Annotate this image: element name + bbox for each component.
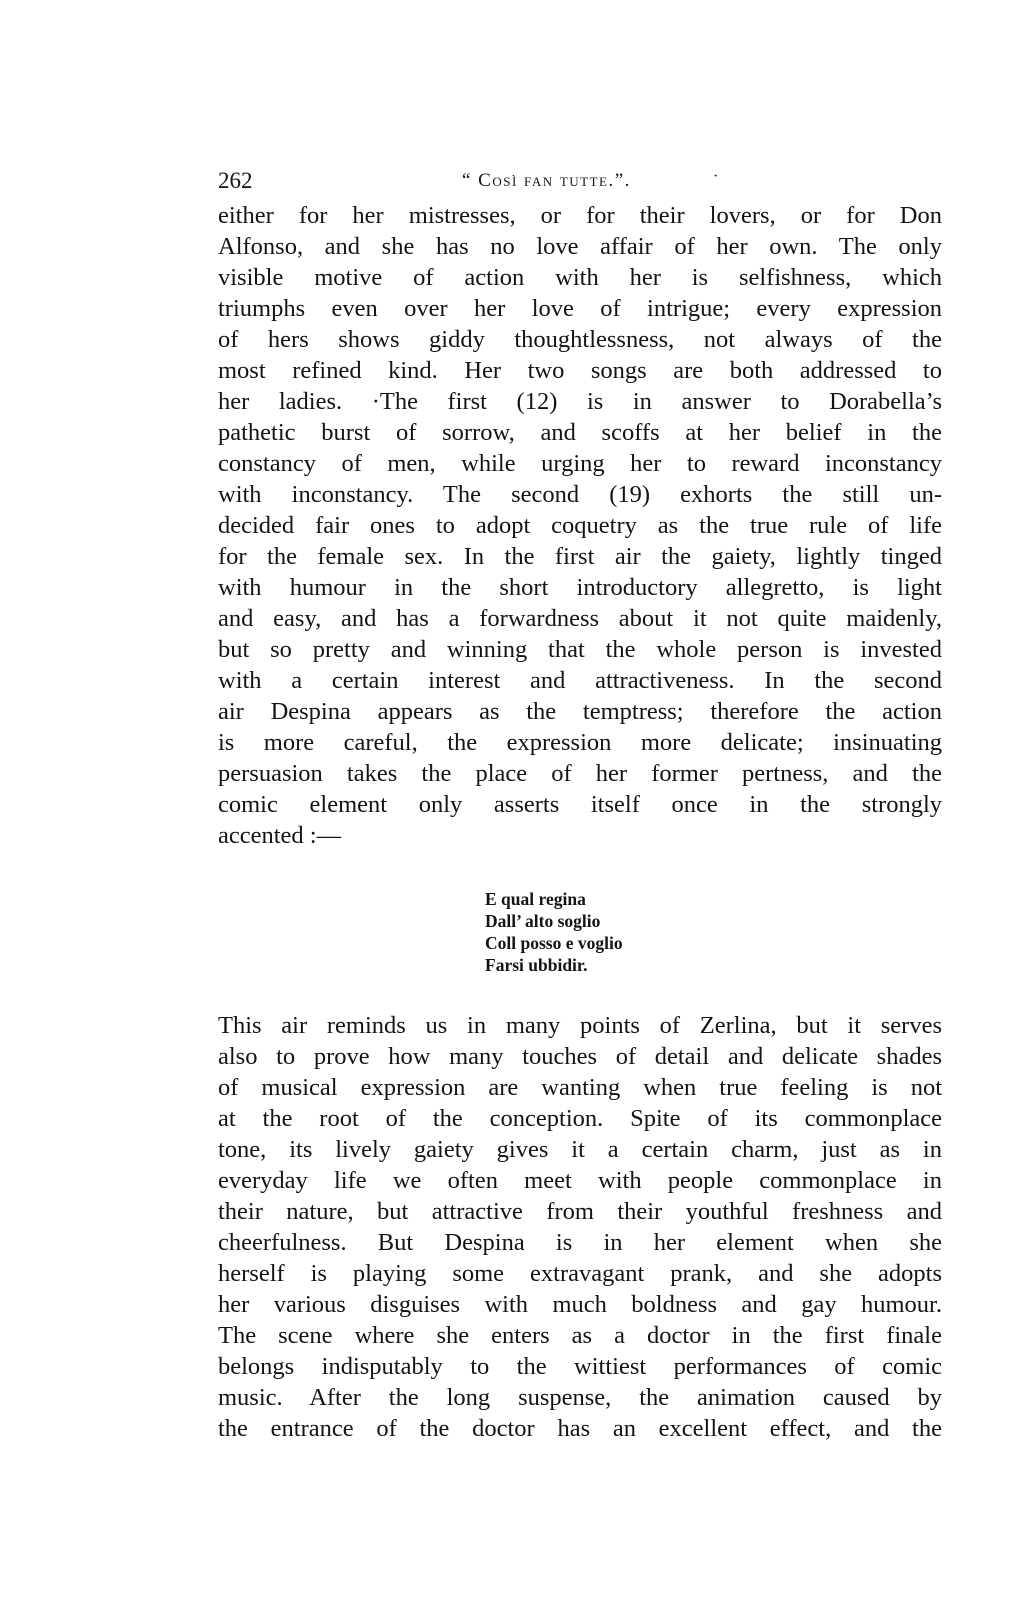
text-line: everyday life we often meet with people commonplace in (218, 1167, 942, 1194)
text-line: accented :— (218, 822, 342, 849)
text-line: decided fair ones to adopt coquetry as the true rule of life (218, 512, 942, 539)
text-line: and easy, and has a forwardness about it not quite maidenly, (218, 605, 942, 632)
text-line: triumphs even over her love of intrigue; every expression (218, 295, 942, 322)
print-mark: · (713, 168, 719, 185)
text-line: cheerfulness. But Despina is in her element when she (218, 1229, 942, 1256)
text-line: either for her mistresses, or for their lovers, or for Don (218, 202, 942, 229)
text-line: constancy of men, while urging her to reward inconstancy (218, 450, 942, 477)
text-line: Alfonso, and she has no love affair of her own. The only (218, 233, 942, 260)
text-line: at the root of the conception. Spite of its commonplace (218, 1105, 942, 1132)
text-line: with inconstancy. The second (19) exhorts the still un- (218, 481, 942, 508)
text-line: the entrance of the doctor has an excellent effect, and the (218, 1415, 942, 1442)
text-line: herself is playing some extravagant prank, and she adopts (218, 1260, 942, 1287)
text-line: most refined kind. Her two songs are both addressed to (218, 357, 942, 384)
text-line: of musical expression are wanting when true feeling is not (218, 1074, 942, 1101)
text-line: their nature, but attractive from their youthful freshness and (218, 1198, 942, 1225)
verse-line: E qual regina (485, 889, 586, 909)
verse-line: Coll posso e voglio (485, 933, 623, 953)
verse-line: Dall’ alto soglio (485, 911, 601, 931)
text-line: but so pretty and winning that the whole person is invested (218, 636, 942, 663)
text-line: belongs indisputably to the wittiest performances of comic (218, 1353, 942, 1380)
text-line: with a certain interest and attractiveness. In the second (218, 667, 942, 694)
text-line: also to prove how many touches of detail and delicate shades (218, 1043, 942, 1070)
paragraph-1 (218, 200, 942, 851)
text-line: The scene where she enters as a doctor in the first finale (218, 1322, 942, 1349)
text-line: for the female sex. In the first air the gaiety, lightly tinged (218, 543, 942, 570)
running-title: “ Così fan tutte.”. (462, 170, 631, 191)
text-line: comic element only asserts itself once in the strongly (218, 791, 942, 818)
page-header (218, 168, 942, 198)
text-line: visible motive of action with her is selfishness, which (218, 264, 942, 291)
text-line: her various disguises with much boldness and gay humour. (218, 1291, 942, 1318)
text-line: is more careful, the expression more delicate; insinuating (218, 729, 942, 756)
text-line: persuasion takes the place of her former pertness, and the (218, 760, 942, 787)
text-line: music. After the long suspense, the animation caused by (218, 1384, 942, 1411)
page-number: 262 (218, 168, 253, 193)
text-line: This air reminds us in many points of Zerlina, but it serves (218, 1012, 942, 1039)
text-line: with humour in the short introductory allegretto, is light (218, 574, 942, 601)
text-line: air Despina appears as the temptress; therefore the action (218, 698, 942, 725)
verse-quotation (485, 888, 623, 976)
text-line: of hers shows giddy thoughtlessness, not always of the (218, 326, 942, 353)
text-line: tone, its lively gaiety gives it a certain charm, just as in (218, 1136, 942, 1163)
verse-line: Farsi ubbidir. (485, 955, 588, 975)
paragraph-2 (218, 1010, 942, 1444)
text-line: pathetic burst of sorrow, and scoffs at her belief in the (218, 419, 942, 446)
text-line: her ladies. ·The first (12) is in answer to Dorabella’s (218, 388, 942, 415)
